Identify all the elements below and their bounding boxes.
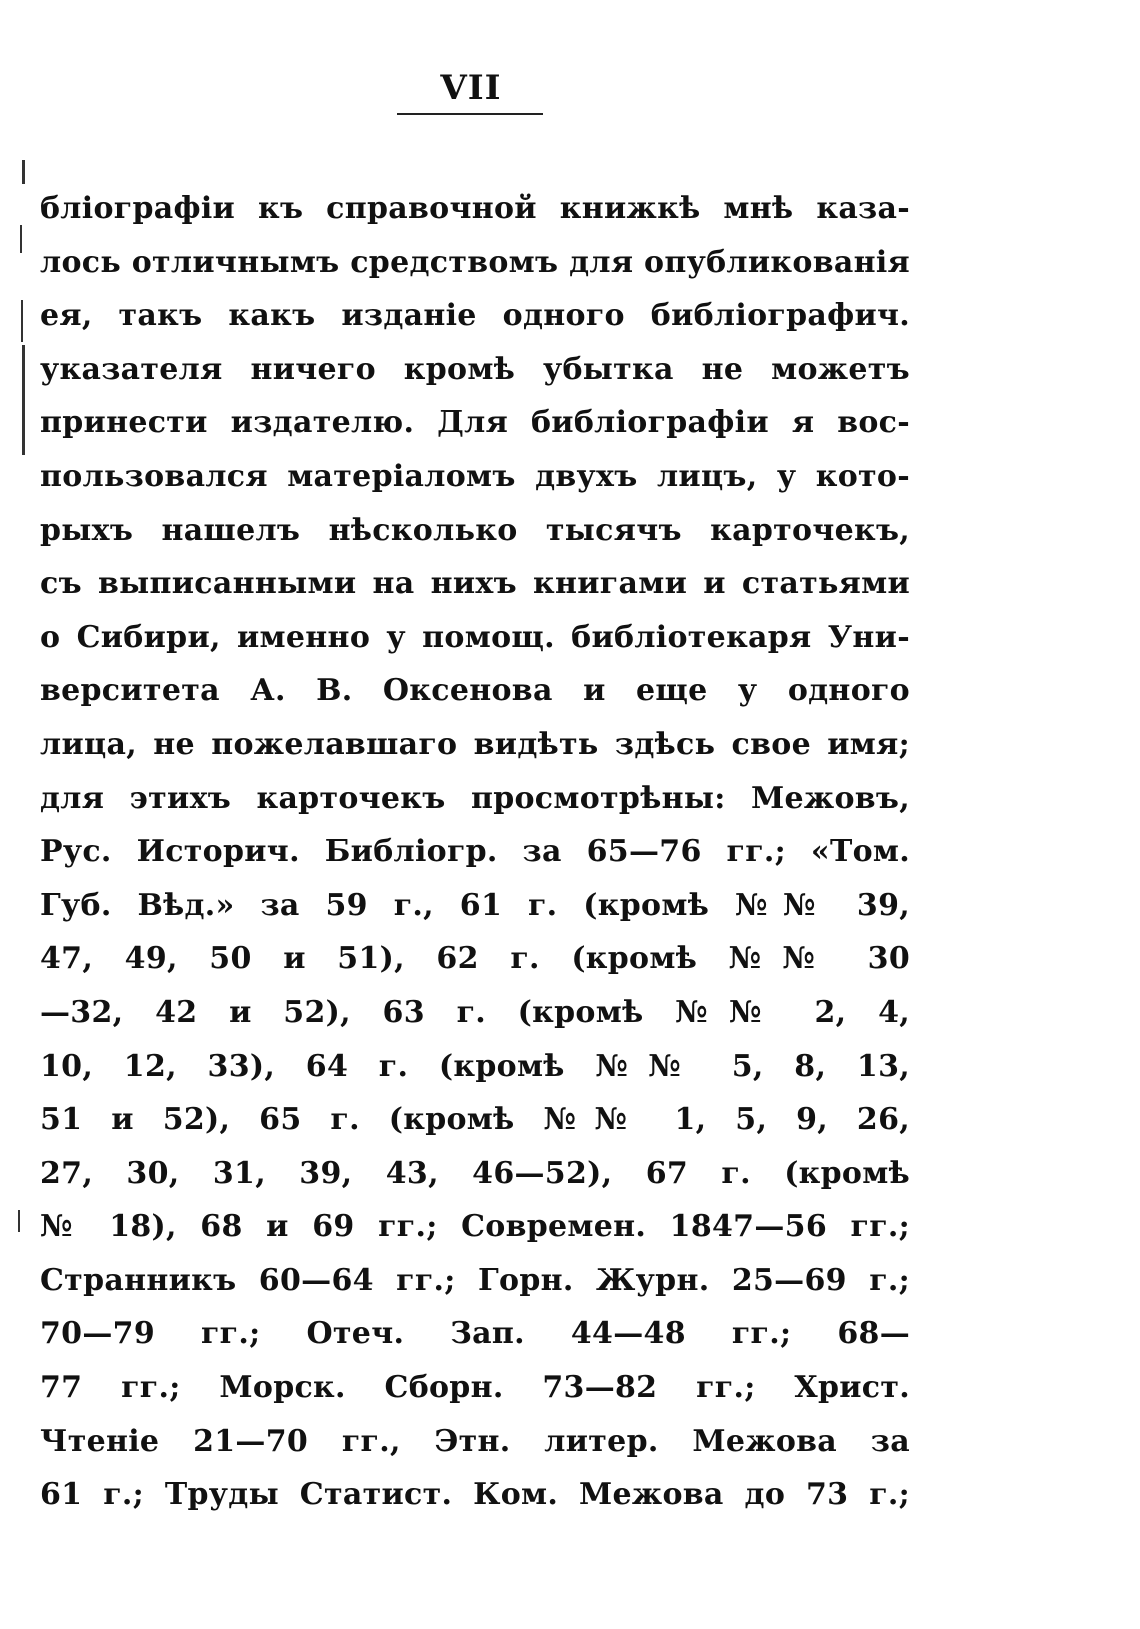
text-line: о Сибири, именно у помощ. библіотекаря Уни-: [40, 619, 910, 655]
text-line: 61 г.; Труды Статист. Ком. Межова до 73 г.;: [40, 1477, 910, 1513]
text-line: 77 гг.; Морск. Сборн. 73—82 гг.; Христ.: [40, 1370, 910, 1406]
text-line: —32, 42 и 52), 63 г. (кромѣ №№ 2, 4,: [40, 994, 910, 1030]
text-line: лось отличнымъ средствомъ для опубликованія: [40, 244, 911, 280]
page-number: VII: [440, 68, 502, 108]
text-line: ея, такъ какъ изданіе одного библіографич.: [40, 298, 910, 334]
text-line: указателя ничего кромѣ убытка не можетъ: [40, 351, 910, 387]
margin-mark: [21, 300, 23, 342]
text-line: Губ. Вѣд.» за 59 г., 61 г. (кромѣ №№ 39,: [40, 887, 910, 923]
header-rule: [397, 113, 543, 115]
text-line: № 18), 68 и 69 гг.; Современ. 1847—56 гг.;: [40, 1209, 910, 1245]
text-line: лица, не пожелавшаго видѣть здѣсь свое имя;: [40, 726, 910, 762]
margin-mark: [22, 345, 25, 455]
text-line: бліографіи къ справочной книжкѣ мнѣ каза-: [40, 191, 910, 226]
text-line: Рус. Историч. Библіогр. за 65—76 гг.; «Том.: [40, 834, 910, 870]
body-text: [40, 182, 910, 1522]
text-line: принести издателю. Для библіографіи я вос-: [40, 405, 910, 441]
text-line: 51 и 52), 65 г. (кромѣ №№ 1, 5, 9, 26,: [40, 1102, 910, 1138]
text-line: 27, 30, 31, 39, 43, 46—52), 67 г. (кромѣ: [40, 1155, 910, 1191]
margin-mark: [22, 160, 25, 184]
text-line: 47, 49, 50 и 51), 62 г. (кромѣ №№ 30: [40, 941, 910, 977]
margin-mark: [18, 1210, 20, 1232]
text-line: пользовался матеріаломъ двухъ лицъ, у кото-: [40, 458, 910, 494]
text-line: рыхъ нашелъ нѣсколько тысячъ карточекъ,: [40, 512, 910, 548]
text-line: Чтеніе 21—70 гг., Этн. литер. Межова за: [40, 1423, 910, 1459]
text-line: верситета А. В. Оксенова и еще у одного: [40, 673, 910, 709]
text-line: 10, 12, 33), 64 г. (кромѣ №№ 5, 8, 13,: [40, 1048, 910, 1084]
margin-mark: [20, 225, 22, 253]
text-line: 70—79 гг.; Отеч. Зап. 44—48 гг.; 68—: [40, 1316, 910, 1352]
text-line: съ выписанными на нихъ книгами и статьями: [40, 566, 910, 602]
text-line: Странникъ 60—64 гг.; Горн. Журн. 25—69 г.;: [40, 1262, 910, 1298]
text-line: для этихъ карточекъ просмотрѣны: Межовъ,: [40, 780, 910, 816]
